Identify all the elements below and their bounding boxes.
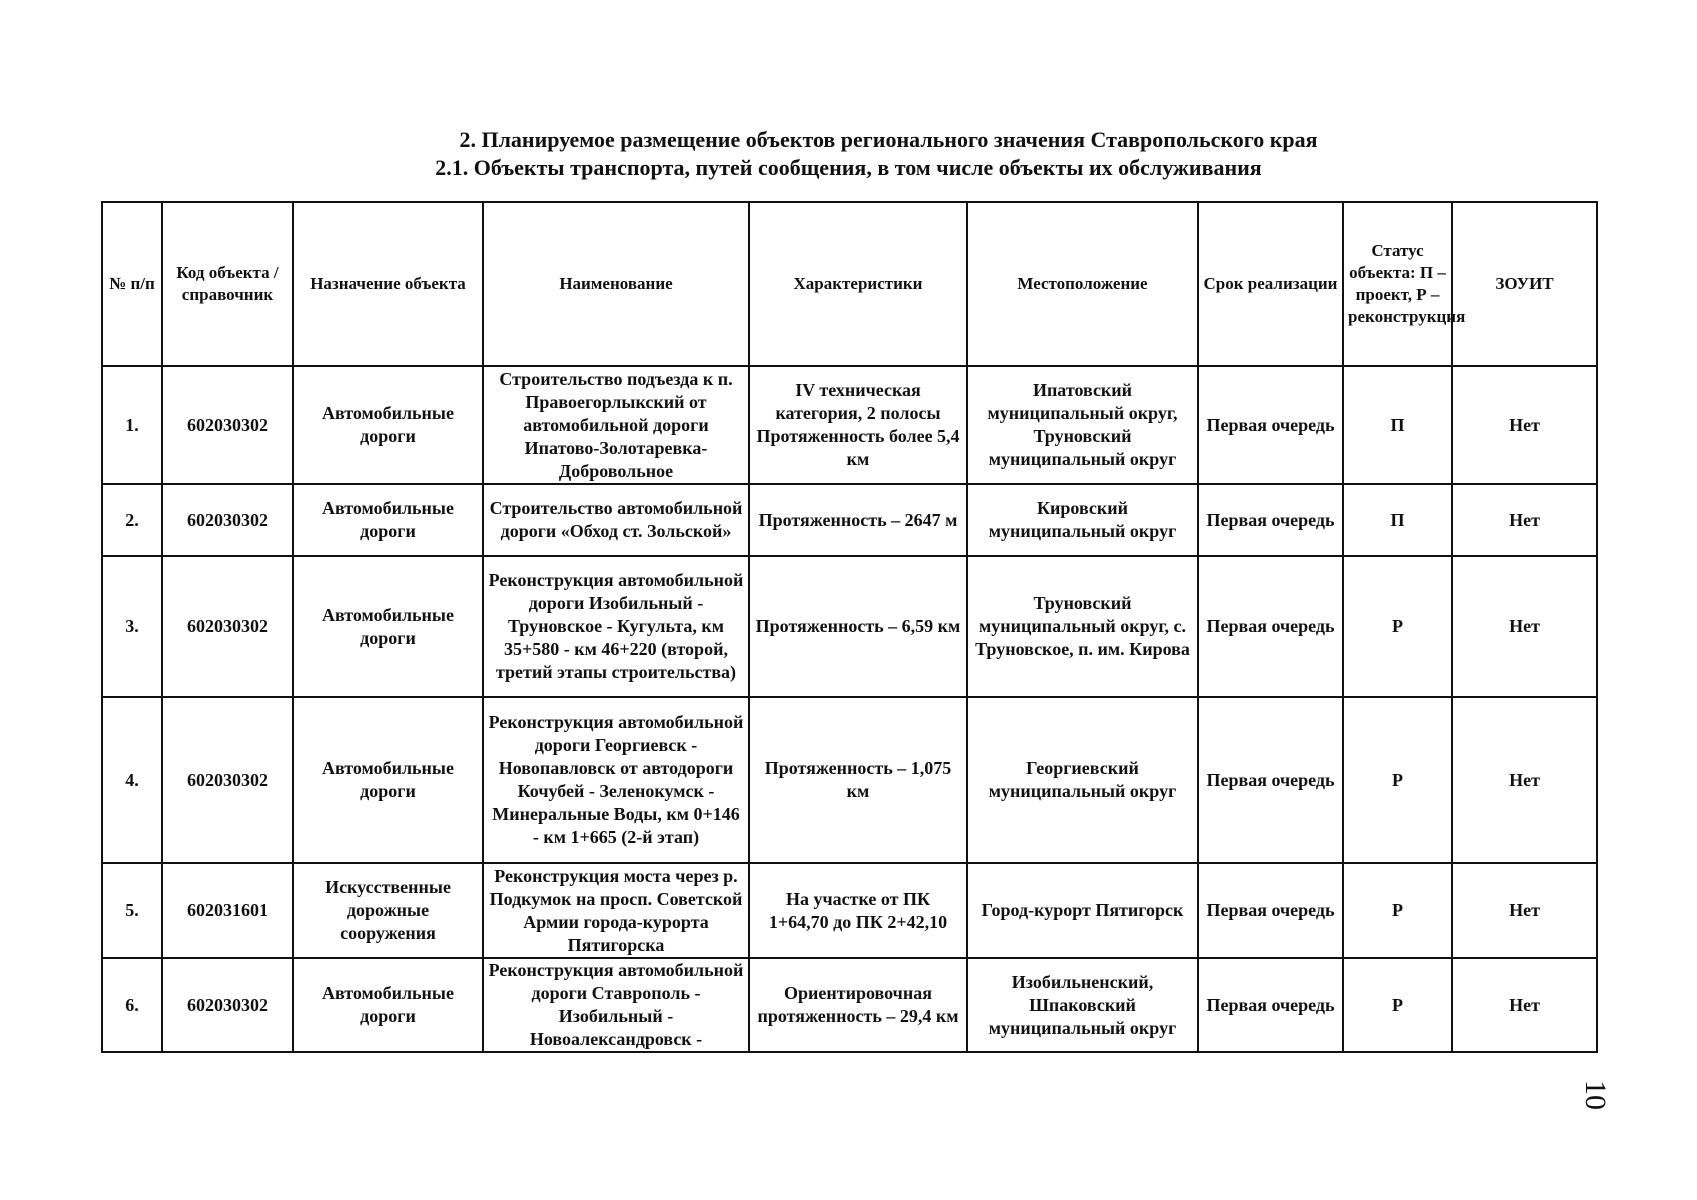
header-term: Срок реализации	[1198, 202, 1343, 366]
table-row	[102, 958, 1597, 1052]
cell-number: 4.	[102, 697, 162, 863]
cell-code: 602030302	[162, 958, 293, 1052]
header-number: № п/п	[102, 202, 162, 366]
header-zouit: ЗОУИТ	[1452, 202, 1597, 366]
cell-number: 1.	[102, 366, 162, 484]
cell-location: Изобильненский, Шпаковский муниципальный округ	[967, 958, 1198, 1052]
document-title	[0, 126, 1697, 182]
cell-purpose: Искусственные дорожные сооружения	[293, 863, 483, 958]
cell-status: П	[1343, 366, 1452, 484]
cell-term: Первая очередь	[1198, 697, 1343, 863]
cell-characteristics: На участке от ПК 1+64,70 до ПК 2+42,10	[749, 863, 967, 958]
cell-zouit: Нет	[1452, 697, 1597, 863]
header-purpose: Назначение объекта	[293, 202, 483, 366]
cell-purpose: Автомобильные дороги	[293, 556, 483, 697]
cell-term: Первая очередь	[1198, 556, 1343, 697]
cell-purpose: Автомобильные дороги	[293, 958, 483, 1052]
page-number: 10	[1579, 1080, 1612, 1110]
cell-characteristics: Протяженность – 6,59 км	[749, 556, 967, 697]
cell-status: Р	[1343, 697, 1452, 863]
cell-term: Первая очередь	[1198, 366, 1343, 484]
cell-code: 602031601	[162, 863, 293, 958]
cell-zouit: Нет	[1452, 958, 1597, 1052]
cell-zouit: Нет	[1452, 556, 1597, 697]
cell-characteristics: Протяженность – 1,075 км	[749, 697, 967, 863]
header-characteristics: Характеристики	[749, 202, 967, 366]
cell-code: 602030302	[162, 484, 293, 556]
cell-location: Город-курорт Пятигорск	[967, 863, 1198, 958]
table-row	[102, 366, 1597, 484]
section-title: 2. Планируемое размещение объектов регионального значения Ставропольского края	[459, 127, 1318, 152]
table-row	[102, 863, 1597, 958]
objects-table	[101, 201, 1598, 1053]
cell-status: П	[1343, 484, 1452, 556]
cell-characteristics: IV техническая категория, 2 полосы Протяженность более 5,4 км	[749, 366, 967, 484]
cell-purpose: Автомобильные дороги	[293, 484, 483, 556]
subsection-title: 2.1. Объекты транспорта, путей сообщения, в том числе объекты их обслуживания	[435, 155, 1262, 180]
cell-code: 602030302	[162, 366, 293, 484]
header-code: Код объекта / справочник	[162, 202, 293, 366]
cell-characteristics: Протяженность – 2647 м	[749, 484, 967, 556]
cell-status: Р	[1343, 958, 1452, 1052]
cell-term: Первая очередь	[1198, 484, 1343, 556]
cell-location: Труновский муниципальный округ, с. Труновское, п. им. Кирова	[967, 556, 1198, 697]
cell-zouit: Нет	[1452, 366, 1597, 484]
cell-status: Р	[1343, 863, 1452, 958]
cell-zouit: Нет	[1452, 863, 1597, 958]
cell-name: Строительство автомобильной дороги «Обход ст. Зольской»	[483, 484, 749, 556]
cell-status: Р	[1343, 556, 1452, 697]
cell-number: 6.	[102, 958, 162, 1052]
header-status: Статус объекта: П – проект, Р – реконструкция	[1343, 202, 1452, 366]
cell-location: Кировский муниципальный округ	[967, 484, 1198, 556]
table-header-row	[102, 202, 1597, 366]
table-row	[102, 697, 1597, 863]
cell-code: 602030302	[162, 556, 293, 697]
cell-characteristics: Ориентировочная протяженность – 29,4 км	[749, 958, 967, 1052]
cell-purpose: Автомобильные дороги	[293, 697, 483, 863]
table-row	[102, 556, 1597, 697]
cell-purpose: Автомобильные дороги	[293, 366, 483, 484]
cell-location: Ипатовский муниципальный округ, Труновский муниципальный округ	[967, 366, 1198, 484]
cell-code: 602030302	[162, 697, 293, 863]
cell-term: Первая очередь	[1198, 958, 1343, 1052]
cell-name: Реконструкция автомобильной дороги Изобильный - Труновское - Кугульта, км 35+580 - км 46+220 (второй, третий этапы строительства)	[483, 556, 749, 697]
cell-name: Реконструкция автомобильной дороги Ставрополь - Изобильный - Новоалександровск -	[483, 958, 749, 1052]
cell-name: Реконструкция моста через р. Подкумок на просп. Советской Армии города-курорта Пятигорска	[483, 863, 749, 958]
cell-name: Строительство подъезда к п. Правоегорлыкский от автомобильной дороги Ипатово-Золотаревка-Добровольное	[483, 366, 749, 484]
cell-name: Реконструкция автомобильной дороги Георгиевск - Новопавловск от автодороги Кочубей - Зеленокумск - Минеральные Воды, км 0+146 - км 1+665 (2-й этап)	[483, 697, 749, 863]
cell-number: 3.	[102, 556, 162, 697]
header-location: Местоположение	[967, 202, 1198, 366]
cell-number: 2.	[102, 484, 162, 556]
header-name: Наименование	[483, 202, 749, 366]
table-row	[102, 484, 1597, 556]
cell-zouit: Нет	[1452, 484, 1597, 556]
cell-term: Первая очередь	[1198, 863, 1343, 958]
cell-location: Георгиевский муниципальный округ	[967, 697, 1198, 863]
cell-number: 5.	[102, 863, 162, 958]
